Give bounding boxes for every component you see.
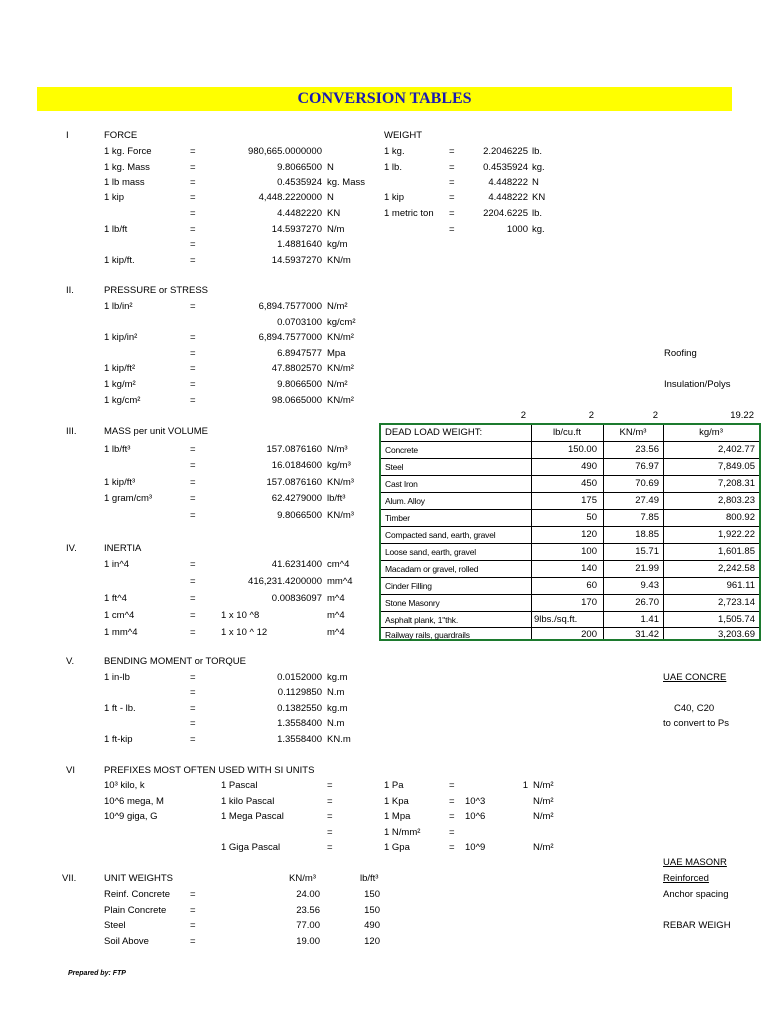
equals-sign: =	[190, 348, 196, 359]
inertia-lhs: 1 in^4	[104, 559, 130, 570]
force-value: 4,448.2220000	[258, 192, 322, 203]
weight-lb: 150	[364, 889, 380, 900]
section-number: IV.	[66, 543, 77, 554]
equals-sign: =	[190, 576, 196, 587]
equals-sign: =	[190, 332, 196, 343]
weight-value: 4.448222	[488, 177, 528, 188]
cell-value: 7,849.05	[718, 461, 755, 472]
section-heading: PREFIXES MOST OFTEN USED WITH SI UNITS	[104, 765, 315, 776]
cell-value: 961.11	[726, 580, 755, 591]
force-unit: N/m	[327, 224, 345, 235]
cell-value: 170	[581, 597, 597, 608]
equals-sign: =	[190, 444, 196, 455]
inertia-unit: mm^4	[327, 576, 353, 587]
equals-sign: =	[190, 301, 196, 312]
cell-value: 18.85	[635, 529, 659, 540]
equals-sign: =	[327, 842, 333, 853]
inertia-value: 1 x 10 ^8	[221, 610, 260, 621]
equals-sign: =	[449, 162, 455, 173]
inertia-value: 41.6231400	[271, 559, 322, 570]
equals-sign: =	[327, 796, 333, 807]
force-value: 14.5937270	[271, 255, 322, 266]
cell-value: 150.00	[567, 444, 597, 455]
column-header: KN/m³	[289, 873, 316, 884]
material-name: Timber	[385, 513, 410, 523]
weight-unit: KN	[532, 192, 546, 203]
pascal-unit: 1 Mega Pascal	[221, 811, 284, 822]
section-number: III.	[66, 426, 77, 437]
weight-value: 4.448222	[488, 192, 528, 203]
force-value: 1.4881640	[277, 239, 322, 250]
pressure-lhs: 1 lb/in²	[104, 301, 133, 312]
bending-value: 1.3558400	[277, 718, 322, 729]
section-heading: INERTIA	[104, 543, 142, 554]
cell-value: 1.41	[640, 614, 659, 625]
cell-value: 9.43	[640, 580, 659, 591]
equals-sign: =	[190, 395, 196, 406]
bending-value: 0.1382550	[277, 703, 322, 714]
cell-value: 2,242.58	[718, 563, 755, 574]
weight-value: 0.4535924	[483, 162, 528, 173]
cell-value: 27.49	[635, 495, 659, 506]
pressure-lhs: 1 kip/ft²	[104, 363, 136, 374]
equals-sign: =	[190, 672, 196, 683]
weight-kn: 23.56	[296, 905, 320, 916]
equals-sign: =	[327, 811, 333, 822]
top-number: 2	[588, 410, 594, 421]
prepared-by-footer: Prepared by: FTP	[68, 970, 126, 977]
weight-kn: 77.00	[296, 920, 320, 931]
cell-value: 50	[586, 512, 597, 523]
material-name: Soil Above	[104, 936, 149, 947]
rebar-weight-heading: REBAR WEIGH	[663, 920, 731, 931]
section-number: VI	[66, 765, 75, 776]
mass-value: 157.0876160	[266, 477, 322, 488]
cell-value: 800.92	[725, 512, 755, 523]
cell-value: 2,803.23	[718, 495, 755, 506]
force-unit: N	[327, 162, 334, 173]
equals-sign: =	[190, 162, 196, 173]
inertia-value: 1 x 10 ^ 12	[221, 627, 268, 638]
equals-sign: =	[449, 146, 455, 157]
force-value: 4.4482220	[277, 208, 322, 219]
pressure-lhs: 1 kg/cm²	[104, 395, 141, 406]
force-lhs: 1 kg. Force	[104, 146, 152, 157]
equals-sign: =	[190, 889, 196, 900]
pressure-value: 98.0665000	[271, 395, 322, 406]
bending-lhs: 1 ft-kip	[104, 734, 133, 745]
section-heading: PRESSURE or STRESS	[104, 285, 208, 296]
cell-value: 70.69	[635, 478, 659, 489]
cell-value: 140	[581, 563, 597, 574]
equals-sign: =	[190, 627, 196, 638]
equals-sign: =	[190, 192, 196, 203]
weight-lhs: 1 lb.	[384, 162, 402, 173]
cell-value: 76.97	[635, 461, 659, 472]
cell-value: 15.71	[635, 546, 659, 557]
cell-value: 60	[586, 580, 597, 591]
prefix: 10^9 giga, G	[104, 811, 158, 822]
material-name: Steel	[104, 920, 126, 931]
pressure-value: 6.8947577	[277, 348, 322, 359]
pressure-value: 9.8066500	[277, 379, 322, 390]
dead-load-header	[381, 425, 759, 441]
cell-value: 23.56	[635, 444, 659, 455]
weight-kn: 24.00	[296, 889, 320, 900]
weight-lb: 120	[364, 936, 380, 947]
mass-lhs: 1 gram/cm³	[104, 493, 153, 504]
section-number: II.	[66, 285, 74, 296]
mass-lhs: 1 kip/ft³	[104, 477, 136, 488]
pascal-abbr: 1 Kpa	[384, 796, 409, 807]
cell-value: 31.42	[635, 629, 659, 640]
pascal-unit: 1 kilo Pascal	[221, 796, 275, 807]
pascal-abbr: 1 Pa	[384, 780, 404, 791]
column-header: lb/ft³	[360, 873, 379, 884]
table-row	[381, 475, 759, 492]
mass-unit: lb/ft³	[327, 493, 346, 504]
bending-value: 0.0152000	[277, 672, 322, 683]
pressure-unit: N/m²	[327, 379, 348, 390]
cell-value: 7.85	[640, 512, 659, 523]
pressure-value: 6,894.7577000	[258, 332, 322, 343]
force-unit: kg. Mass	[327, 177, 366, 188]
section-heading: FORCE	[104, 130, 138, 141]
force-value: 9.8066500	[277, 162, 322, 173]
equals-sign: =	[190, 208, 196, 219]
weight-unit: N	[532, 177, 539, 188]
cell-value: 21.99	[635, 563, 659, 574]
section-number: VII.	[62, 873, 77, 884]
equals-sign: =	[190, 703, 196, 714]
column-header: lb/cu.ft	[553, 427, 581, 438]
equals-sign: =	[190, 510, 196, 521]
cell-value: 1,601.85	[718, 546, 755, 557]
pressure-lhs: 1 kip/in²	[104, 332, 138, 343]
equals-sign: =	[449, 208, 455, 219]
force-unit: N	[327, 192, 334, 203]
section-heading: UNIT WEIGHTS	[104, 873, 173, 884]
material-name: Asphalt plank, 1"thk.	[385, 615, 459, 625]
material-name: Plain Concrete	[104, 905, 167, 916]
weight-lb: 150	[364, 905, 380, 916]
equals-sign: =	[190, 177, 196, 188]
pressure-unit: KN/m²	[327, 363, 354, 374]
pascal-abbr: 1 Mpa	[384, 811, 411, 822]
mass-value: 62.4279000	[271, 493, 322, 504]
material-name: Alum. Alloy	[385, 496, 425, 506]
force-value: 980,665.0000000	[248, 146, 322, 157]
material-name: Loose sand, earth, gravel	[385, 547, 476, 557]
inertia-unit: m^4	[327, 610, 345, 621]
equals-sign: =	[449, 224, 455, 235]
pressure-unit: KN/m²	[327, 332, 354, 343]
weight-unit: kg.	[532, 162, 545, 173]
cell-value: 200	[581, 629, 597, 640]
pascal-unit: 1 Pascal	[221, 780, 258, 791]
table-row	[381, 627, 759, 644]
force-lhs: 1 lb mass	[104, 177, 145, 188]
equals-sign: =	[190, 559, 196, 570]
pressure-lhs: 1 kg/m²	[104, 379, 136, 390]
force-lhs: 1 lb/ft	[104, 224, 128, 235]
equals-sign: =	[190, 477, 196, 488]
table-row	[381, 458, 759, 475]
bending-unit: N.m	[327, 687, 345, 698]
force-value: 14.5937270	[271, 224, 322, 235]
table-row	[381, 611, 759, 628]
table-row	[381, 594, 759, 611]
mass-unit: kg/m³	[327, 460, 351, 471]
equals-sign: =	[327, 780, 333, 791]
uae-masonry-heading: UAE MASONR	[663, 857, 727, 868]
force-value: 0.4535924	[277, 177, 322, 188]
inertia-lhs: 1 ft^4	[104, 593, 127, 604]
cell-value: 2,402.77	[718, 444, 755, 455]
weight-unit: lb.	[532, 146, 543, 157]
weight-lb: 490	[364, 920, 380, 931]
inertia-value: 416,231.4200000	[248, 576, 322, 587]
equals-sign: =	[190, 734, 196, 745]
equals-sign: =	[190, 363, 196, 374]
pressure-unit: Mpa	[327, 348, 346, 359]
material-name: Compacted sand, earth, gravel	[385, 530, 496, 540]
bending-lhs: 1 ft - lb.	[104, 703, 136, 714]
power-of-ten: 1	[522, 780, 528, 791]
power-of-ten: 10^9	[465, 842, 486, 853]
material-name: Cinder Filling	[385, 581, 432, 591]
bending-unit: kg.m	[327, 703, 348, 714]
equals-sign: =	[449, 780, 455, 791]
dead-load-title: DEAD LOAD WEIGHT:	[385, 427, 483, 438]
table-row	[381, 492, 759, 509]
section-heading: MASS per unit VOLUME	[104, 426, 209, 437]
mass-unit: KN/m³	[327, 510, 354, 521]
pressure-unit: kg/cm²	[327, 317, 356, 328]
mass-lhs: 1 lb/ft³	[104, 444, 131, 455]
pressure-value: 47.8802570	[271, 363, 322, 374]
equals-sign: =	[449, 177, 455, 188]
cell-value: 7,208.31	[718, 478, 755, 489]
force-unit: KN	[327, 208, 341, 219]
weight-value: 2204.6225	[483, 208, 528, 219]
top-number: 2	[520, 410, 526, 421]
weight-lhs: 1 kg.	[384, 146, 405, 157]
force-lhs: 1 kip	[104, 192, 125, 203]
equals-sign: =	[190, 593, 196, 604]
equals-sign: =	[449, 842, 455, 853]
force-unit: KN/m	[327, 255, 351, 266]
inertia-value: 0.00836097	[271, 593, 322, 604]
bending-value: 0.1129850	[277, 687, 322, 698]
cell-value: 1,922.22	[718, 529, 755, 540]
equals-sign: =	[190, 920, 196, 931]
equals-sign: =	[190, 687, 196, 698]
force-lhs: 1 kip/ft.	[104, 255, 135, 266]
pressure-value: 6,894.7577000	[258, 301, 322, 312]
weight-lhs: 1 kip	[384, 192, 405, 203]
equals-sign: =	[190, 610, 196, 621]
prefix: 10³ kilo, k	[104, 780, 145, 791]
inertia-unit: m^4	[327, 593, 345, 604]
equals-sign: =	[190, 239, 196, 250]
equals-sign: =	[190, 224, 196, 235]
table-row	[381, 543, 759, 560]
equals-sign: =	[190, 936, 196, 947]
table-row	[381, 560, 759, 577]
material-name: Cast Iron	[385, 479, 418, 489]
power-of-ten: 10^6	[465, 811, 486, 822]
material-name: Railway rails, guardrails	[385, 630, 470, 640]
roofing-note: Roofing	[664, 348, 697, 359]
equals-sign: =	[449, 811, 455, 822]
equals-sign: =	[449, 192, 455, 203]
inertia-lhs: 1 mm^4	[104, 627, 138, 638]
bending-lhs: 1 in-lb	[104, 672, 130, 683]
pascal-abbr: 1 N/mm²	[384, 827, 421, 838]
base-unit: N/m²	[533, 796, 554, 807]
section-number: V.	[66, 656, 75, 667]
top-number: 19.22	[730, 410, 754, 421]
equals-sign: =	[449, 796, 455, 807]
weight-unit: kg.	[532, 224, 545, 235]
cell-value: 120	[581, 529, 597, 540]
column-header: kg/m³	[699, 427, 723, 438]
bending-unit: KN.m	[327, 734, 351, 745]
cell-value: 26.70	[635, 597, 659, 608]
table-row	[381, 441, 759, 458]
equals-sign: =	[190, 379, 196, 390]
equals-sign: =	[190, 460, 196, 471]
cell-value: 175	[581, 495, 597, 506]
uae-masonry-reinforced: Reinforced	[663, 873, 709, 884]
table-row	[381, 577, 759, 594]
table-row	[381, 526, 759, 543]
insulation-note: Insulation/Polys	[664, 379, 731, 390]
cell-value: 3,203.69	[718, 629, 755, 640]
bending-unit: kg.m	[327, 672, 348, 683]
mass-value: 157.0876160	[266, 444, 322, 455]
equals-sign: =	[327, 827, 333, 838]
material-name: Steel	[385, 462, 404, 472]
title-bar	[37, 87, 732, 111]
base-unit: N/m²	[533, 842, 554, 853]
equals-sign: =	[190, 905, 196, 916]
dead-load-table	[379, 423, 761, 641]
cell-value: 450	[581, 478, 597, 489]
weight-value: 1000	[506, 224, 528, 235]
equals-sign: =	[190, 255, 196, 266]
prefix: 10^6 mega, M	[104, 796, 164, 807]
uae-concrete-heading: UAE CONCRE	[663, 672, 727, 683]
inertia-unit: cm^4	[327, 559, 350, 570]
material-name: Stone Masonry	[385, 598, 440, 608]
page-title: CONVERSION TABLES	[297, 90, 472, 107]
table-row	[381, 509, 759, 526]
cell-value: 2,723.14	[718, 597, 755, 608]
material-name: Concrete	[385, 445, 418, 455]
base-unit: N/m²	[533, 780, 554, 791]
pascal-abbr: 1 Gpa	[384, 842, 410, 853]
pascal-unit: 1 Giga Pascal	[221, 842, 281, 853]
weight-heading: WEIGHT	[384, 130, 422, 141]
mass-unit: N/m³	[327, 444, 348, 455]
base-unit: N/m²	[533, 811, 554, 822]
cell-value: 9lbs./sq.ft.	[534, 614, 578, 625]
uae-concrete-note: to convert to Ps	[663, 718, 730, 729]
equals-sign: =	[190, 718, 196, 729]
cell-value: 1,505.74	[718, 614, 755, 625]
weight-lhs: 1 metric ton	[384, 208, 434, 219]
pressure-unit: N/m²	[327, 301, 348, 312]
top-number: 2	[652, 410, 658, 421]
equals-sign: =	[449, 827, 455, 838]
force-unit: kg/m	[327, 239, 348, 250]
mass-value: 9.8066500	[277, 510, 322, 521]
cell-value: 490	[581, 461, 597, 472]
equals-sign: =	[190, 146, 196, 157]
force-lhs: 1 kg. Mass	[104, 162, 150, 173]
column-header: KN/m³	[619, 427, 647, 438]
bending-value: 1.3558400	[277, 734, 322, 745]
material-name: Reinf. Concrete	[104, 889, 171, 900]
section-number: I	[66, 130, 69, 141]
uae-masonry-anchor: Anchor spacing	[663, 889, 729, 900]
cell-value: 100	[581, 546, 597, 557]
weight-kn: 19.00	[296, 936, 320, 947]
power-of-ten: 10^3	[465, 796, 486, 807]
mass-unit: KN/m³	[327, 477, 354, 488]
bending-unit: N.m	[327, 718, 345, 729]
weight-unit: lb.	[532, 208, 543, 219]
weight-value: 2.2046225	[483, 146, 528, 157]
inertia-unit: m^4	[327, 627, 345, 638]
pressure-unit: KN/m²	[327, 395, 354, 406]
inertia-lhs: 1 cm^4	[104, 610, 135, 621]
mass-value: 16.0184600	[271, 460, 322, 471]
pressure-value: 0.0703100	[277, 317, 322, 328]
material-name: Macadam or gravel, rolled	[385, 564, 479, 574]
uae-concrete-grades: C40, C20	[674, 703, 715, 714]
section-heading: BENDING MOMENT or TORQUE	[104, 656, 246, 667]
equals-sign: =	[190, 493, 196, 504]
